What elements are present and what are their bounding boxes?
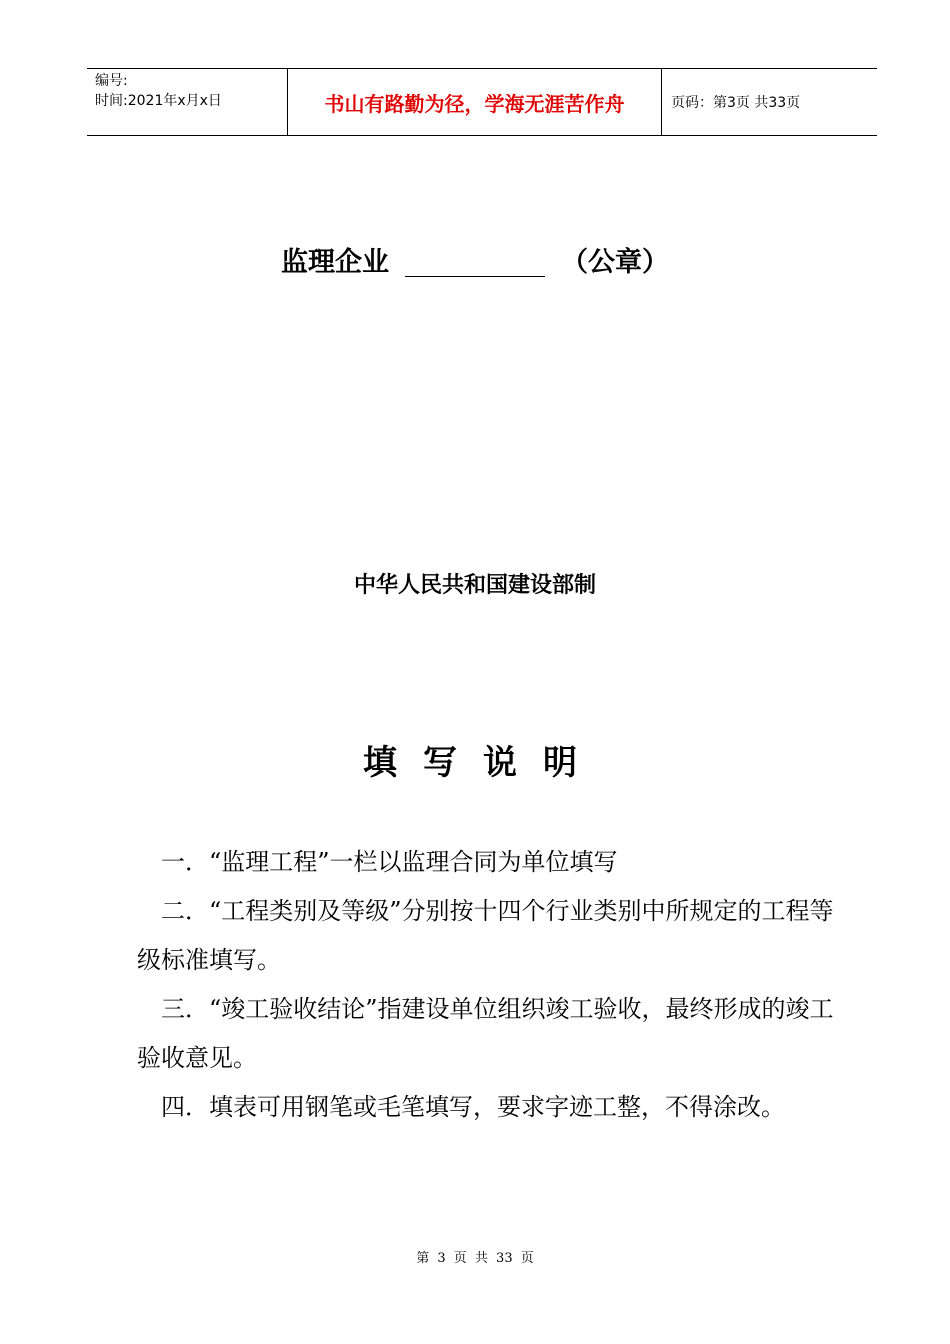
document-number-label: 编号:	[95, 73, 128, 89]
instructions-list	[137, 838, 837, 1132]
company-seal-label: （公章）	[561, 247, 669, 278]
instruction-item: 四．填表可用钢笔或毛笔填写，要求字迹工整，不得涂改。	[161, 1093, 785, 1121]
page-footer: 第 3 页 共 33 页	[416, 1251, 534, 1266]
header-meta	[95, 71, 222, 111]
instruction-item: 一．“监理工程”一栏以监理合同为单位填写	[161, 848, 618, 876]
instruction-item: 三．“竣工验收结论”指建设单位组织竣工验收，最终形成的竣工验收意见。	[137, 995, 834, 1072]
header-divider	[661, 69, 662, 135]
issuer: 中华人民共和国建设部制	[353, 572, 596, 598]
instruction-item: 二．“工程类别及等级”分别按十四个行业类别中所规定的工程等级标准填写。	[137, 897, 834, 974]
header-motto: 书山有路勤为径，学海无涯苦作舟	[324, 91, 625, 116]
company-label: 监理企业	[281, 247, 389, 278]
document-time-label: 时间:2021年x月x日	[95, 93, 222, 109]
company-name-blank	[405, 248, 545, 277]
page-header	[87, 68, 877, 136]
header-page-info: 页码：第3页 共33页	[671, 95, 801, 111]
section-title: 填写说明	[363, 743, 603, 783]
company-seal-line	[0, 240, 950, 279]
